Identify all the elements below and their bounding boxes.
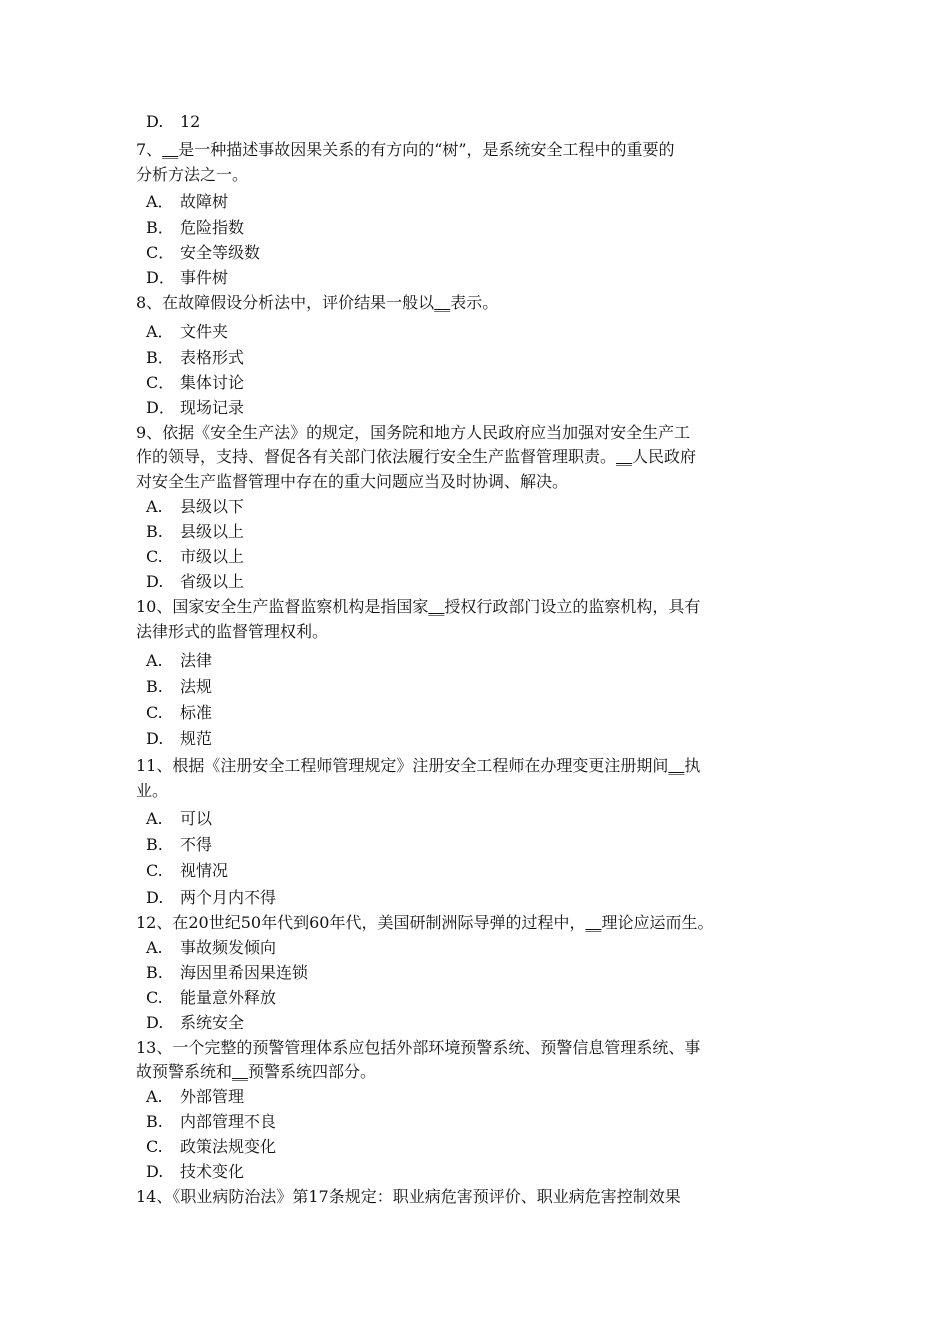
question-text-line bbox=[136, 1038, 700, 1058]
option-text: 两个月内不得 bbox=[180, 888, 277, 907]
question-text: 8、在故障假设分析法中，评价结果一般以 bbox=[136, 293, 435, 312]
question-text-line bbox=[136, 913, 713, 933]
option-text: 表格形式 bbox=[180, 348, 245, 367]
option-text: 能量意外释放 bbox=[180, 988, 277, 1007]
question-text: 人民政府 bbox=[632, 447, 697, 466]
answer-blank: __ bbox=[162, 140, 179, 159]
question-text-line bbox=[136, 1187, 681, 1207]
option-text: 市级以上 bbox=[180, 547, 245, 566]
answer-option bbox=[146, 192, 228, 212]
answer-option bbox=[146, 677, 212, 697]
answer-option bbox=[146, 703, 212, 723]
answer-option bbox=[146, 729, 212, 749]
option-text: 12 bbox=[180, 112, 201, 131]
option-text: 法规 bbox=[180, 677, 213, 696]
option-letter: C． bbox=[146, 373, 175, 392]
option-text: 政策法规变化 bbox=[180, 1137, 277, 1156]
option-letter: B. bbox=[146, 1112, 163, 1131]
question-text-line bbox=[136, 165, 248, 185]
question-text: 9、依据《安全生产法》的规定，国务院和地方人民政府应当加强对安全生产工 bbox=[136, 423, 691, 442]
question-text-line bbox=[136, 293, 498, 313]
answer-option bbox=[146, 322, 228, 342]
option-text: 法律 bbox=[180, 651, 213, 670]
question-text: 对安全生产监督管理中存在的重大问题应当及时协调、解决。 bbox=[136, 472, 569, 491]
option-text: 视情况 bbox=[180, 861, 229, 880]
option-text: 规范 bbox=[180, 729, 213, 748]
option-letter: B. bbox=[146, 522, 163, 541]
answer-blank: __ bbox=[616, 447, 633, 466]
option-text: 事故频发倾向 bbox=[180, 938, 277, 957]
option-letter: A. bbox=[146, 809, 163, 828]
option-letter: C. bbox=[146, 988, 163, 1007]
answer-option bbox=[146, 861, 228, 881]
answer-option bbox=[146, 1162, 244, 1182]
option-letter: A. bbox=[146, 497, 163, 516]
question-text-line bbox=[136, 756, 700, 776]
option-letter: B. bbox=[146, 677, 163, 696]
option-letter: D. bbox=[146, 112, 164, 131]
option-text: 县级以上 bbox=[180, 522, 245, 541]
answer-blank: __ bbox=[668, 756, 685, 775]
answer-option bbox=[146, 522, 244, 542]
answer-option bbox=[146, 243, 260, 263]
question-text: 理论应运而生。 bbox=[601, 913, 714, 932]
option-text: 文件夹 bbox=[180, 322, 229, 341]
option-text: 事件树 bbox=[180, 268, 229, 287]
answer-option bbox=[146, 1112, 276, 1132]
option-letter: D． bbox=[146, 398, 175, 417]
option-letter: B. bbox=[146, 963, 163, 982]
option-text: 安全等级数 bbox=[180, 243, 261, 262]
option-text: 可以 bbox=[180, 809, 213, 828]
question-text-line bbox=[136, 781, 168, 801]
question-text-line bbox=[136, 622, 328, 642]
answer-option bbox=[146, 547, 244, 567]
question-text: 13、一个完整的预警管理体系应包括外部环境预警系统、预警信息管理系统、事 bbox=[136, 1038, 701, 1057]
answer-option bbox=[146, 988, 276, 1008]
question-text: 12、在20世纪50年代到60年代，美国研制洲际导弹的过程中， bbox=[136, 913, 586, 932]
answer-option bbox=[146, 373, 244, 393]
option-letter: C. bbox=[146, 547, 163, 566]
answer-option bbox=[146, 651, 212, 671]
question-text-line bbox=[136, 140, 675, 160]
option-text: 危险指数 bbox=[180, 218, 245, 237]
answer-option bbox=[146, 1087, 244, 1107]
question-text: 法律形式的监督管理权利。 bbox=[136, 622, 329, 641]
answer-option bbox=[146, 348, 244, 368]
question-text: 故预警系统和 bbox=[136, 1062, 233, 1081]
question-text: 预警系统四部分。 bbox=[248, 1062, 377, 1081]
option-text: 不得 bbox=[180, 835, 213, 854]
answer-blank: __ bbox=[232, 1062, 249, 1081]
question-text: 作的领导，支持、督促各有关部门依法履行安全生产监督管理职责。 bbox=[136, 447, 617, 466]
answer-option bbox=[146, 218, 244, 238]
answer-option bbox=[146, 888, 276, 908]
option-text: 现场记录 bbox=[180, 398, 245, 417]
option-text: 故障树 bbox=[180, 192, 229, 211]
answer-option bbox=[146, 1013, 244, 1033]
option-letter: A． bbox=[146, 192, 174, 211]
option-text: 内部管理不良 bbox=[180, 1112, 277, 1131]
question-text-line bbox=[136, 423, 690, 443]
option-text: 系统安全 bbox=[180, 1013, 245, 1032]
answer-option bbox=[146, 835, 212, 855]
option-letter: D. bbox=[146, 888, 164, 907]
question-text: 11、根据《注册安全工程师管理规定》注册安全工程师在办理变更注册期间 bbox=[136, 756, 669, 775]
answer-option bbox=[146, 497, 244, 517]
question-text: 10、国家安全生产监督监察机构是指国家 bbox=[136, 597, 429, 616]
question-text: 表示。 bbox=[450, 293, 499, 312]
question-text: 是一种描述事故因果关系的有方向的“树”，是系统安全工程中的重要的 bbox=[178, 140, 675, 159]
question-text-line bbox=[136, 1062, 376, 1082]
option-letter: D． bbox=[146, 268, 175, 287]
question-text: 分析方法之一。 bbox=[136, 165, 249, 184]
question-text: 14、《职业病防治法》第17条规定：职业病危害预评价、职业病危害控制效果 bbox=[136, 1187, 681, 1206]
option-text: 外部管理 bbox=[180, 1087, 245, 1106]
answer-option bbox=[146, 398, 244, 418]
option-letter: B. bbox=[146, 835, 163, 854]
option-text: 技术变化 bbox=[180, 1162, 245, 1181]
answer-option bbox=[146, 572, 244, 592]
question-text: 执 bbox=[684, 756, 701, 775]
option-letter: D. bbox=[146, 729, 164, 748]
question-text: 7、 bbox=[136, 140, 163, 159]
option-letter: D. bbox=[146, 1162, 164, 1181]
option-text: 海因里希因果连锁 bbox=[180, 963, 309, 982]
answer-blank: __ bbox=[434, 293, 451, 312]
option-letter: A. bbox=[146, 1087, 163, 1106]
option-text: 县级以下 bbox=[180, 497, 245, 516]
option-letter: A． bbox=[146, 322, 174, 341]
option-text: 集体讨论 bbox=[180, 373, 245, 392]
answer-blank: __ bbox=[428, 597, 445, 616]
option-text: 省级以上 bbox=[180, 572, 245, 591]
answer-option bbox=[146, 963, 308, 983]
option-letter: C. bbox=[146, 861, 163, 880]
answer-option bbox=[146, 112, 200, 132]
option-letter: A. bbox=[146, 938, 163, 957]
answer-option bbox=[146, 1137, 276, 1157]
option-letter: D. bbox=[146, 1013, 164, 1032]
option-letter: A. bbox=[146, 651, 163, 670]
answer-blank: __ bbox=[585, 913, 602, 932]
question-text: 业。 bbox=[136, 781, 169, 800]
answer-option bbox=[146, 809, 212, 829]
option-letter: B． bbox=[146, 218, 174, 237]
option-letter: C． bbox=[146, 243, 175, 262]
answer-option bbox=[146, 268, 228, 288]
question-text-line bbox=[136, 597, 700, 617]
question-text: 授权行政部门设立的监察机构，具有 bbox=[444, 597, 701, 616]
option-letter: B． bbox=[146, 348, 174, 367]
question-text-line bbox=[136, 447, 696, 467]
option-letter: D. bbox=[146, 572, 164, 591]
option-letter: C. bbox=[146, 1137, 163, 1156]
option-letter: C. bbox=[146, 703, 163, 722]
answer-option bbox=[146, 938, 276, 958]
option-text: 标准 bbox=[180, 703, 213, 722]
question-text-line bbox=[136, 472, 568, 492]
